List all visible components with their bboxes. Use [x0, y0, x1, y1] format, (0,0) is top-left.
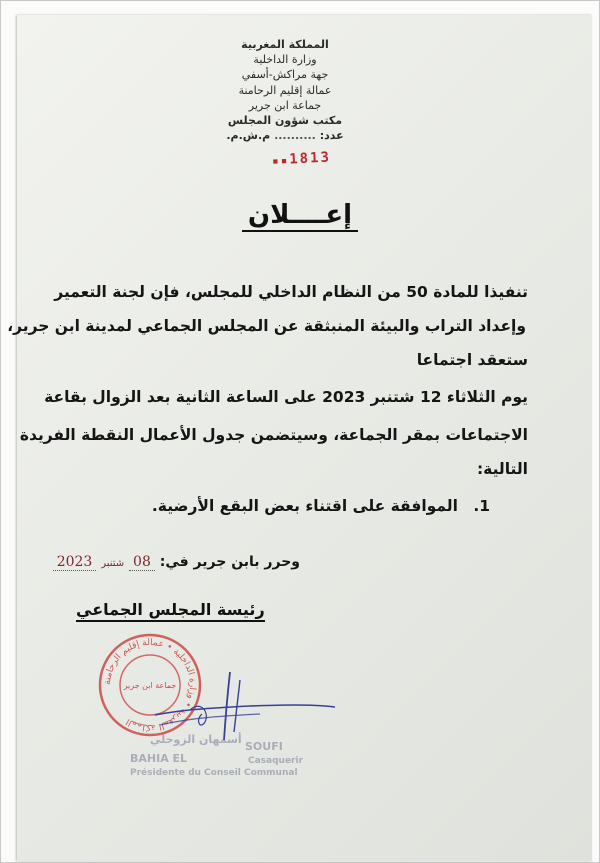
commune-label: جماعة ابن جرير: [248, 98, 322, 112]
date-year: 2023: [53, 554, 97, 571]
handwritten-reference-number: ▪▪1813: [271, 149, 332, 168]
faded-role: Présidente du Conseil Communal: [130, 768, 298, 778]
office-label: مكتب شؤون المجلس: [227, 114, 343, 128]
place-label: وحرر بابن جرير في:: [159, 554, 300, 570]
faded-name-arabic: أسمهان الزوحلي: [150, 733, 242, 746]
region-label: جهة مراكش-أسفي: [241, 68, 329, 82]
agenda-item-text: الموافقة على اقتناء بعض البقع الأرضية.: [151, 497, 458, 515]
reference-line: عدد: .......... م.ش.م.: [226, 129, 344, 143]
letterhead: [210, 37, 360, 143]
date-line: [53, 554, 300, 570]
body-line-4: يوم الثلاثاء 12 شتنبر 2023 على الساعة الثانية بعد الزوال بقاعة: [44, 388, 528, 406]
stamp-ring-text: المملكة المغربية • وزارة الداخلية • عمالة إقليم الرحامنة: [102, 637, 198, 733]
prefecture-label: عمالة إقليم الرحامنة: [238, 83, 332, 97]
number-label: عدد:: [319, 129, 344, 143]
date-day: 08: [129, 554, 155, 571]
kingdom-label: المملكة المغربية: [241, 38, 329, 51]
stamp-center-text: جماعة ابن جرير: [123, 681, 177, 690]
document-title: إعــــلان: [0, 200, 600, 230]
date-month: شتنبر: [101, 558, 125, 569]
body-line-3: ستعقد اجتماعا: [416, 351, 528, 369]
handwritten-signature: [150, 670, 340, 750]
signatory-title: رئيسة المجلس الجماعي: [76, 600, 265, 622]
faded-name-latin: SOUFI: [245, 740, 283, 753]
body-line-2: وإعداد التراب والبيئة المنبثقة عن المجلس الجماعي لمدينة ابن جرير،: [7, 317, 526, 335]
body-line-5: الاجتماعات بمقر الجماعة، وسيتضمن جدول الأعمال النقطة الفريدة: [19, 426, 528, 444]
number-suffix: م.ش.م.: [226, 129, 271, 143]
agenda-item-number: 1.: [473, 497, 490, 515]
body-line-1: تنفيذا للمادة 50 من النظام الداخلي للمجلس، فإن لجنة التعمير: [54, 283, 528, 301]
faded-role-2: Casaquerir: [248, 756, 304, 766]
body-line-6: التالية:: [476, 460, 528, 478]
agenda-item: [152, 497, 490, 515]
faded-name-2: BAHIA EL: [130, 752, 188, 765]
ministry-label: وزارة الداخلية: [253, 53, 317, 67]
